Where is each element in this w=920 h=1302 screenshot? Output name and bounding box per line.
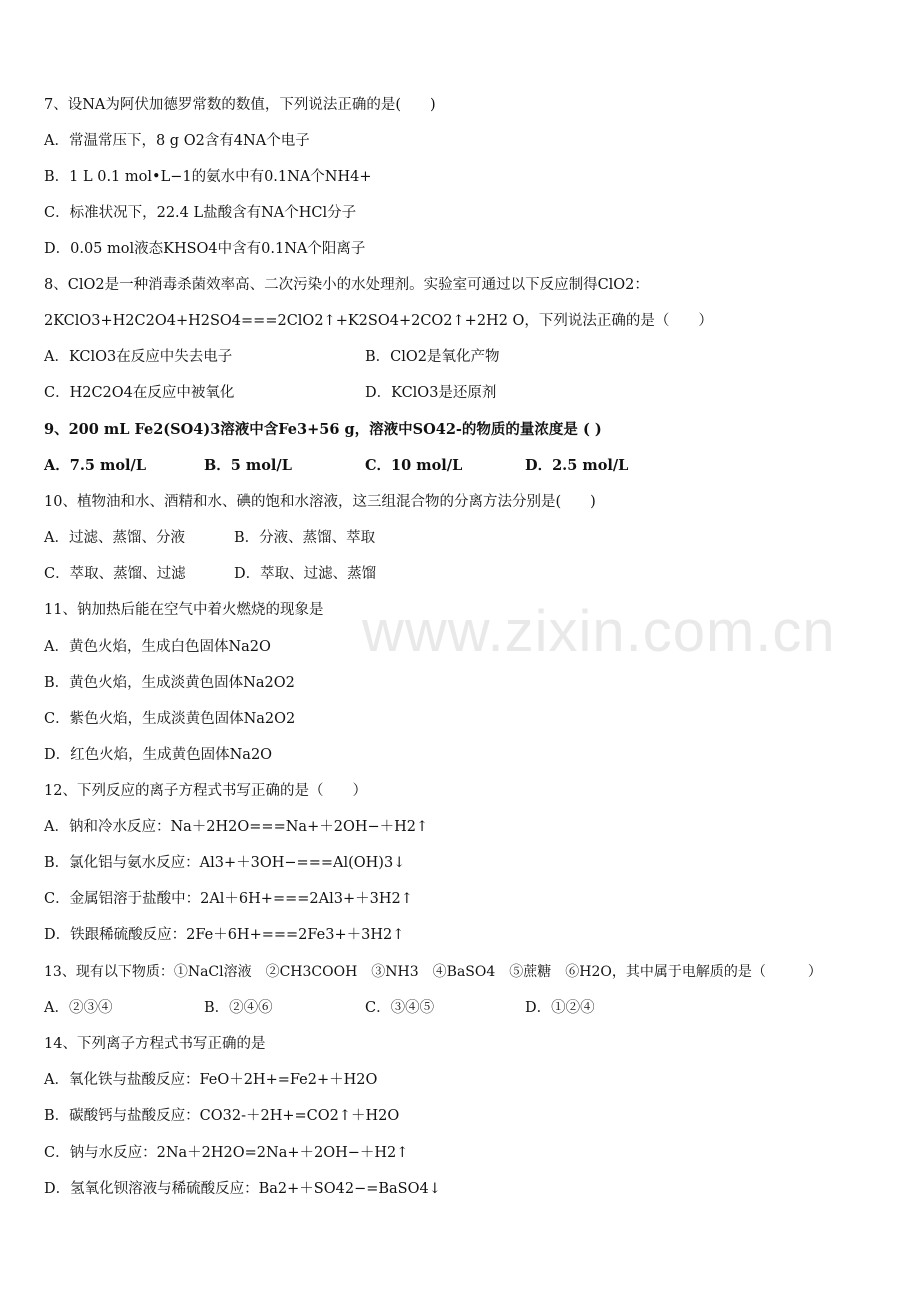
question-12-option-b: B．氯化铝与氨水反应：Al3+＋3OH−===Al(OH)3↓ xyxy=(44,855,406,871)
question-14-option-d: D．氢氧化钡溶液与稀硫酸反应：Ba2+＋SO42−=BaSO4↓ xyxy=(44,1181,441,1197)
question-13-option-a: A．②③④ xyxy=(44,1000,113,1016)
question-14-option-c: C．钠与水反应：2Na＋2H2O=2Na+＋2OH−＋H2↑ xyxy=(44,1145,409,1161)
question-12-option-c: C．金属铝溶于盐酸中：2Al＋6H+===2Al3+＋3H2↑ xyxy=(44,891,413,907)
question-11-option-b: B．黄色火焰，生成淡黄色固体Na2O2 xyxy=(44,675,295,691)
question-8-option-a: A．KClO3在反应中失去电子 xyxy=(44,349,233,365)
question-9-option-a: A．7.5 mol/L xyxy=(44,457,147,474)
question-12-option-a: A．钠和冷水反应：Na＋2H2O===Na+＋2OH−＋H2↑ xyxy=(44,819,429,835)
question-7-option-d: D．0.05 mol液态KHSO4中含有0.1NA个阳离子 xyxy=(44,241,366,257)
question-9-option-d: D．2.5 mol/L xyxy=(525,457,629,474)
question-14-option-a: A．氧化铁与盐酸反应：FeO＋2H+=Fe2+＋H2O xyxy=(44,1072,378,1088)
question-13-option-c: C．③④⑤ xyxy=(365,1000,435,1016)
question-11-option-c: C．紫色火焰，生成淡黄色固体Na2O2 xyxy=(44,711,296,727)
question-12-option-d: D．铁跟稀硫酸反应：2Fe＋6H+===2Fe3+＋3H2↑ xyxy=(44,927,405,943)
question-7-option-a: A．常温常压下，8 g O2含有4NA个电子 xyxy=(44,133,310,149)
question-7-stem: 7、设NA为阿伏加德罗常数的数值，下列说法正确的是( ) xyxy=(44,97,436,113)
question-9-option-b: B．5 mol/L xyxy=(204,457,292,474)
question-8-option-d: D．KClO3是还原剂 xyxy=(365,385,497,401)
question-11-stem: 11、钠加热后能在空气中着火燃烧的现象是 xyxy=(44,602,324,618)
question-13-stem: 13、现有以下物质：①NaCl溶液 ②CH3COOH ③NH3 ④BaSO4 ⑤蔗糖 ⑥H2O，其中属于电解质的是（ ） xyxy=(44,964,822,980)
watermark: www.zixin.com.cn xyxy=(362,599,836,664)
question-10-option-c: C．萃取、蒸馏、过滤 xyxy=(44,566,186,582)
question-8-option-b: B．ClO2是氧化产物 xyxy=(365,349,500,365)
question-11-option-d: D．红色火焰，生成黄色固体Na2O xyxy=(44,747,273,763)
question-8-option-c: C．H2C2O4在反应中被氧化 xyxy=(44,385,235,401)
question-9-option-c: C．10 mol/L xyxy=(365,457,463,474)
question-14-stem: 14、下列离子方程式书写正确的是 xyxy=(44,1036,266,1052)
question-7-option-c: C．标准状况下，22.4 L盐酸含有NA个HCl分子 xyxy=(44,205,357,221)
question-7-option-b: B．1 L 0.1 mol•L−1的氨水中有0.1NA个NH4+ xyxy=(44,169,372,185)
question-11-option-a: A．黄色火焰，生成白色固体Na2O xyxy=(44,639,271,655)
question-10-option-a: A．过滤、蒸馏、分液 xyxy=(44,530,185,546)
question-8-equation: 2KClO3+H2C2O4+H2SO4===2ClO2↑+K2SO4+2CO2↑+2H2 O，下列说法正确的是（ ） xyxy=(44,313,713,329)
question-12-stem: 12、下列反应的离子方程式书写正确的是（ ） xyxy=(44,783,367,799)
question-13-option-b: B．②④⑥ xyxy=(204,1000,273,1016)
question-8-stem: 8、ClO2是一种消毒杀菌效率高、二次污染小的水处理剂。实验室可通过以下反应制得ClO2： xyxy=(44,277,649,293)
question-14-option-b: B．碳酸钙与盐酸反应：CO32-＋2H+=CO2↑＋H2O xyxy=(44,1108,400,1124)
question-9-stem: 9、200 mL Fe2(SO4)3溶液中含Fe3+56 g，溶液中SO42-的物质的量浓度是 ( ) xyxy=(44,421,602,438)
question-10-option-b: B．分液、蒸馏、萃取 xyxy=(234,530,376,546)
question-10-stem: 10、植物油和水、酒精和水、碘的饱和水溶液，这三组混合物的分离方法分别是( ) xyxy=(44,494,596,510)
question-13-option-d: D．①②④ xyxy=(525,1000,595,1016)
question-10-option-d: D．萃取、过滤、蒸馏 xyxy=(234,566,377,582)
